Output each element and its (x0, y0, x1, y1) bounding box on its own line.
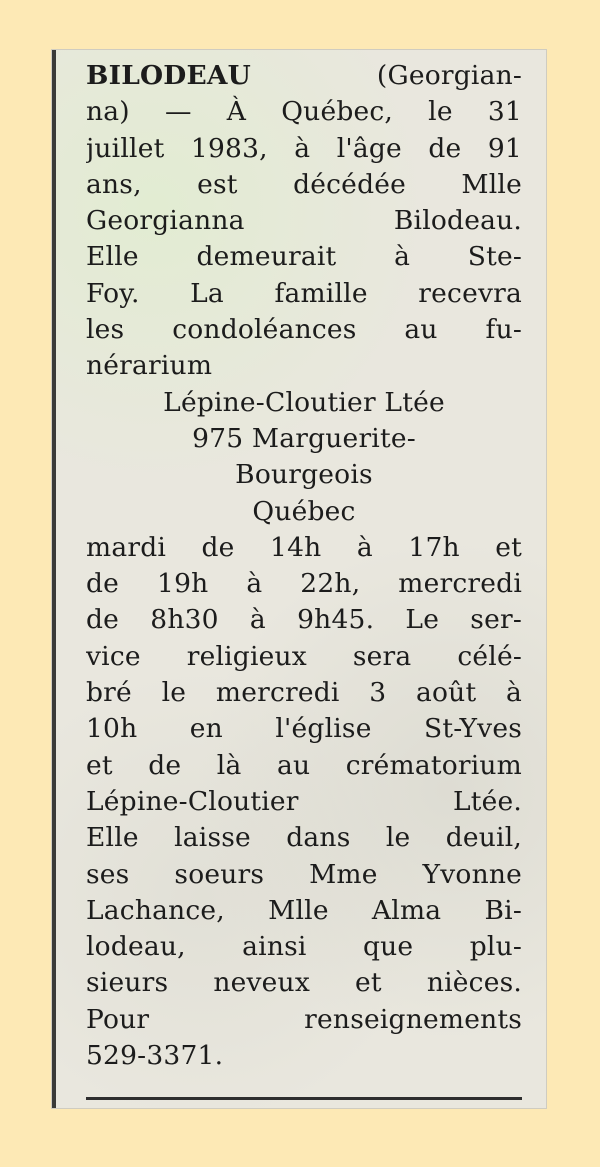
notice-line: de 8h30 à 9h45. Le ser- (86, 604, 522, 636)
notice-line: et de là au crématorium (86, 749, 522, 781)
notice-line: mardi de 14h à 17h et (86, 531, 522, 563)
notice-line-text: (Georgian- (250, 60, 522, 91)
notice-line: na) — À Québec, le 31 (86, 96, 522, 128)
notice-line: bré le mercredi 3 août à (86, 677, 522, 709)
phone-number: 529-3371. (86, 1040, 224, 1072)
funeral-home-city: Québec (252, 495, 356, 527)
deceased-surname: BILODEAU (86, 60, 251, 91)
notice-line: les condoléances au fu- (86, 314, 522, 346)
notice-line: 10h en l'église St-Yves (86, 713, 522, 745)
bottom-rule (86, 1097, 522, 1100)
notice-line: vice religieux sera célé- (86, 640, 522, 672)
notice-line: lodeau, ainsi que plu- (86, 931, 522, 963)
notice-line: ans, est décédée Mlle (86, 168, 522, 200)
notice-line: Elle demeurait à Ste- (86, 241, 522, 273)
notice-line: ses soeurs Mme Yvonne (86, 858, 522, 890)
notice-line: Georgianna Bilodeau. (86, 205, 522, 237)
newspaper-clipping (52, 50, 546, 1108)
notice-line: juillet 1983, à l'âge de 91 (86, 132, 522, 164)
funeral-home-address: 975 Marguerite- (192, 422, 416, 454)
funeral-home-name: Lépine-Cloutier Ltée (163, 386, 445, 418)
notice-line: Lépine-Cloutier Ltée. (86, 785, 522, 817)
notice-line: sieurs neveux et nièces. (86, 967, 522, 999)
notice-line: nérarium (86, 350, 213, 382)
notice-line: Foy. La famille recevra (86, 277, 522, 309)
funeral-home-address: Bourgeois (235, 459, 373, 491)
notice-line: Elle laisse dans le deuil, (86, 822, 522, 854)
notice-line: Pour renseignements (86, 1003, 522, 1035)
notice-line (86, 58, 522, 94)
notice-line: de 19h à 22h, mercredi (86, 568, 522, 600)
notice-line: Lachance, Mlle Alma Bi- (86, 894, 522, 926)
